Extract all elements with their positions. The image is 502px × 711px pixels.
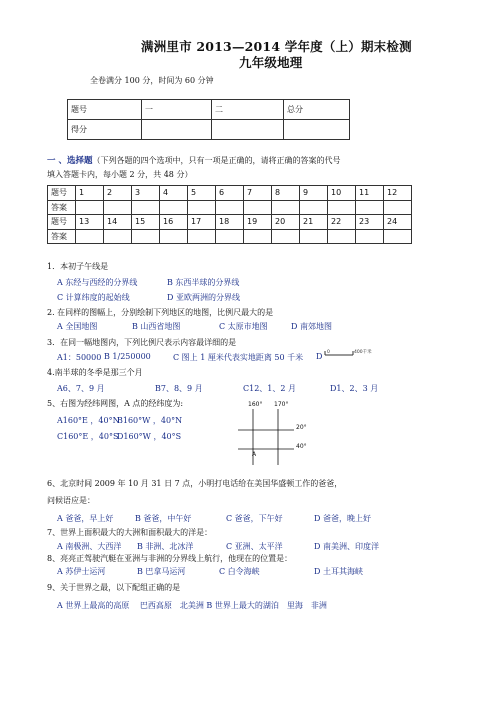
answer-cell[interactable] [384,229,412,244]
answer-number: 14 [104,215,132,230]
answer-cell[interactable] [216,229,244,244]
answer-number: 19 [244,215,272,230]
answer-cell[interactable] [188,229,216,244]
question-8-option-c[interactable]: C 白令海峡 [219,567,260,576]
answer-cell[interactable] [188,200,216,215]
answer-number: 10 [328,186,356,201]
answer-table [47,185,412,244]
question-7-option-b[interactable]: B 非洲、北冰洋 [137,542,194,551]
section-description-2: 填入答题卡内，每小题 2 分，共 48 分） [47,170,193,179]
answer-number: 15 [132,215,160,230]
score-cell: 得分 [68,120,142,140]
answer-cell[interactable] [356,200,384,215]
answer-cell[interactable] [244,200,272,215]
question-3-option-a[interactable]: A1：50000 [57,353,102,362]
answer-number: 11 [356,186,384,201]
exam-note: 全卷满分 100 分，时间为 60 分钟 [90,76,214,85]
scale-bar-end: 400千米 [354,350,372,355]
score-cell: 题号 [68,100,142,120]
answer-number: 24 [384,215,412,230]
page-subtitle: 九年级地理 [239,55,303,70]
answer-cell[interactable] [300,200,328,215]
question-2-option-d[interactable]: D 南郊地图 [291,322,332,331]
question-8-option-b[interactable]: B 巴拿马运河 [137,567,186,576]
lat-lon-grid-map [232,397,322,467]
map-point-a: A [252,451,257,458]
question-2-option-c[interactable]: C 太原市地图 [219,322,268,331]
answer-number: 8 [272,186,300,201]
answer-number: 1 [76,186,104,201]
question-2-stem: 2. 在同样的图幅上，分别绘制下列地区的地图，比例尺最大的是 [47,308,274,317]
page-title: 满洲里市 2013—2014 学年度（上）期末检测 [141,39,412,54]
question-3-option-b[interactable]: B 1/250000 [104,352,151,361]
answer-row-blank-1 [48,200,412,215]
question-1-stem: 1．本初子午线是 [47,262,109,271]
question-6-option-b[interactable]: B 爸爸，中午好 [135,514,192,523]
question-1-option-d[interactable]: D 亚欧两洲的分界线 [167,293,240,302]
question-3-option-c[interactable]: C 图上 1 厘米代表实地距离 50 千米 [173,353,304,362]
answer-number: 17 [188,215,216,230]
answer-cell[interactable] [160,229,188,244]
question-4-option-c[interactable]: C12、1、2 月 [243,384,297,393]
answer-number: 20 [272,215,300,230]
question-3-stem: 3．在同一幅地图内，下列比例尺表示内容最详细的是 [47,338,237,347]
question-2-option-b[interactable]: B 山西省地图 [132,322,181,331]
question-4-stem: 4.南半球的冬季是那三个月 [47,368,143,377]
answer-cell[interactable] [104,200,132,215]
score-row-header [68,100,350,120]
section-description: （下列各题的四个选项中，只有一项是正确的，请将正确的答案的代号 [92,156,341,165]
answer-label: 题号 [48,186,76,201]
question-7-option-a[interactable]: A 南极洲、大西洋 [57,542,122,551]
answer-number: 22 [328,215,356,230]
score-cell: 二 [212,100,284,120]
answer-number: 4 [160,186,188,201]
section-heading-line [47,154,340,166]
question-5-stem: 5、右图为经纬网图，A 点的经纬度为: [47,399,184,408]
question-7-option-c[interactable]: C 亚洲、太平洋 [226,542,283,551]
answer-cell[interactable] [328,200,356,215]
answer-number: 9 [300,186,328,201]
answer-row-numbers-2 [48,215,412,230]
scale-bar-icon [323,347,377,359]
question-9-stem: 9、关于世界之最，以下配组正确的是 [47,583,181,592]
score-cell: 总分 [284,100,350,120]
question-4-option-b[interactable]: B7、8、9 月 [155,384,203,393]
answer-number: 23 [356,215,384,230]
answer-cell[interactable] [132,229,160,244]
question-6-option-c[interactable]: C 爸爸，下午好 [226,514,283,523]
answer-label: 题号 [48,215,76,230]
question-7-stem: 7、世界上面积最大的大洲和面积最大的洋是： [47,528,213,537]
question-2-option-a[interactable]: A 全国地图 [57,322,98,331]
answer-number: 16 [160,215,188,230]
answer-cell[interactable] [104,229,132,244]
question-8-stem: 8、亮亮正驾驶汽艇在亚洲与非洲的分界线上航行，他现在的位置是： [47,554,293,563]
question-6-stem: 6、北京时间 2009 年 10 月 31 日 7 点，小明打电话给在美国华盛顿工作的爸爸， [47,479,343,488]
question-6-stem-2: 问候语应是： [47,496,95,505]
question-7-option-d[interactable]: D 南美洲、印度洋 [314,542,379,551]
question-6-option-a[interactable]: A 爸爸，早上好 [57,514,114,523]
answer-number: 6 [216,186,244,201]
question-3-option-d[interactable]: D [316,352,323,361]
answer-cell[interactable] [216,200,244,215]
question-9-options[interactable]: A 世界上最高的高原 巴西高原 北美洲 B 世界上最大的湖泊 里海 非洲 [57,601,327,610]
question-5-option-b[interactable]: B160°W ，40°N [117,416,183,425]
score-table [67,99,350,140]
question-8-option-d[interactable]: D 土耳其海峡 [314,567,363,576]
answer-label: 答案 [48,200,76,215]
answer-cell[interactable] [76,200,104,215]
question-1-option-a[interactable]: A 东经与西经的分界线 [57,278,138,287]
question-5-option-d[interactable]: D160°W ，40°S [117,432,182,441]
score-cell: 一 [142,100,212,120]
answer-cell[interactable] [384,200,412,215]
answer-number: 21 [300,215,328,230]
scale-bar-zero: 0 [327,350,330,355]
answer-row-numbers-1 [48,186,412,201]
answer-cell[interactable] [328,229,356,244]
answer-cell[interactable] [356,229,384,244]
question-5-option-a[interactable]: A160°E ，40°N [57,416,120,425]
question-6-option-d[interactable]: D 爸爸，晚上好 [314,514,371,523]
map-lon-label-2: 170° [274,401,289,408]
answer-cell[interactable] [160,200,188,215]
answer-cell[interactable] [132,200,160,215]
answer-cell[interactable] [300,229,328,244]
score-row-values [68,120,350,140]
score-cell[interactable] [142,120,212,140]
question-1-option-c[interactable]: C 计算纬度的起始线 [57,293,130,302]
question-1-option-b[interactable]: B 东西半球的分界线 [167,278,240,287]
answer-cell[interactable] [76,229,104,244]
answer-number: 3 [132,186,160,201]
answer-cell[interactable] [272,200,300,215]
answer-number: 7 [244,186,272,201]
score-cell[interactable] [284,120,350,140]
answer-label: 答案 [48,229,76,244]
answer-number: 18 [216,215,244,230]
map-lat-label-1: 20° [296,424,307,431]
question-4-option-a[interactable]: A6、7、9 月 [57,384,105,393]
question-8-option-a[interactable]: A 苏伊士运河 [57,567,106,576]
answer-row-blank-2 [48,229,412,244]
answer-cell[interactable] [244,229,272,244]
map-lon-label-1: 160° [248,401,263,408]
answer-number: 2 [104,186,132,201]
answer-number: 5 [188,186,216,201]
answer-number: 13 [76,215,104,230]
score-cell[interactable] [212,120,284,140]
question-5-option-c[interactable]: C160°E ，40°S [57,432,119,441]
answer-number: 12 [384,186,412,201]
question-4-option-d[interactable]: D1、2、3 月 [330,384,379,393]
section-heading: 一 、选择题 [47,156,93,166]
map-lat-label-2: 40° [296,443,307,450]
answer-cell[interactable] [272,229,300,244]
